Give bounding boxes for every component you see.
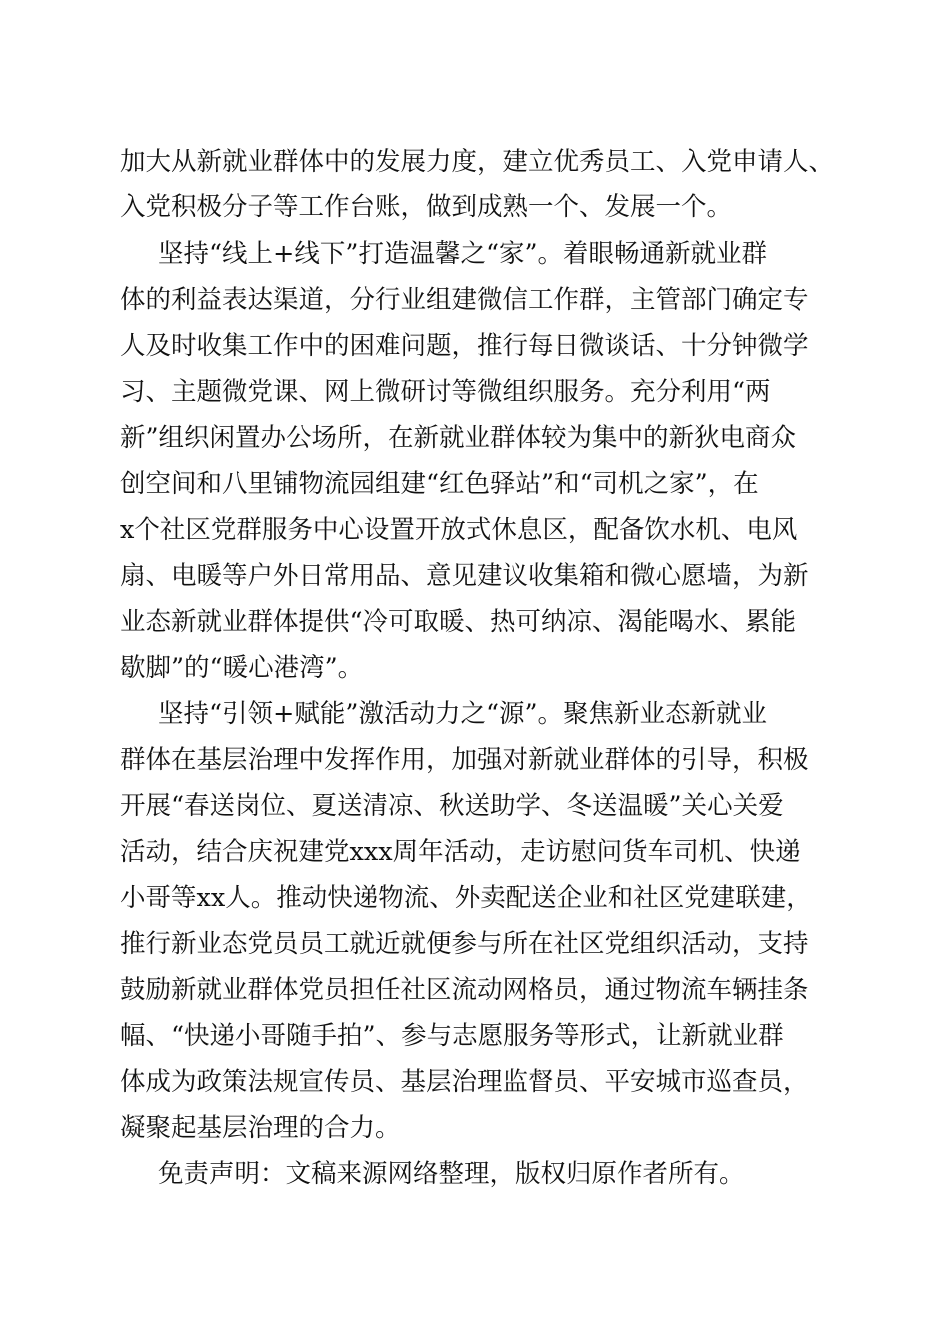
text-line: 加大从新就业群体中的发展力度，建立优秀员工、入党申请人、 — [120, 147, 835, 177]
text-line: 新”组织闲置办公场所，在新就业群体较为集中的新狄电商众 — [120, 423, 797, 453]
text-line: 群体在基层治理中发挥作用，加强对新就业群体的引导，积极 — [120, 745, 809, 775]
paragraph-heading-line: 坚持“引领+赋能”激活动力之“源”。聚焦新业态新就业 — [158, 699, 768, 729]
text-line: 歇脚”的“暖心港湾”。 — [120, 653, 364, 683]
text-line: 活动，结合庆祝建党xxx周年活动，走访慰问货车司机、快递 — [120, 837, 801, 867]
text-line: x个社区党群服务中心设置开放式休息区，配备饮水机、电风 — [120, 515, 798, 545]
text-line: 体成为政策法规宣传员、基层治理监督员、平安城市巡查员， — [120, 1067, 809, 1097]
disclaimer-line: 免责声明：文稿来源网络整理，版权归原作者所有。 — [158, 1159, 745, 1189]
text-line: 开展“春送岗位、夏送清凉、秋送助学、冬送温暖”关心关爱 — [120, 791, 784, 821]
text-line: 扇、电暖等户外日常用品、意见建议收集箱和微心愿墙，为新 — [120, 561, 809, 591]
text-line: 幅、“快递小哥随手拍”、参与志愿服务等形式，让新就业群 — [120, 1021, 784, 1051]
text-line: 推行新业态党员员工就近就便参与所在社区党组织活动，支持 — [120, 929, 809, 959]
text-line: 体的利益表达渠道，分行业组建微信工作群，主管部门确定专 — [120, 285, 809, 315]
text-line: 业态新就业群体提供“冷可取暖、热可纳凉、渴能喝水、累能 — [120, 607, 797, 637]
text-line: 入党积极分子等工作台账，做到成熟一个、发展一个。 — [120, 192, 733, 222]
paragraph-heading-line: 坚持“线上+线下”打造温馨之“家”。着眼畅通新就业群 — [158, 239, 768, 269]
text-line: 人及时收集工作中的困难问题，推行每日微谈话、十分钟微学 — [120, 331, 809, 361]
text-line: 鼓励新就业群体党员担任社区流动网格员，通过物流车辆挂条 — [120, 975, 809, 1005]
text-line: 创空间和八里铺物流园组建“红色驿站”和“司机之家”，在 — [120, 469, 759, 499]
text-line: 小哥等xx人。推动快递物流、外卖配送企业和社区党建联建， — [120, 883, 812, 913]
text-line: 习、主题微党课、网上微研讨等微组织服务。充分利用“两 — [120, 377, 771, 407]
text-line: 凝聚起基层治理的合力。 — [120, 1113, 401, 1143]
